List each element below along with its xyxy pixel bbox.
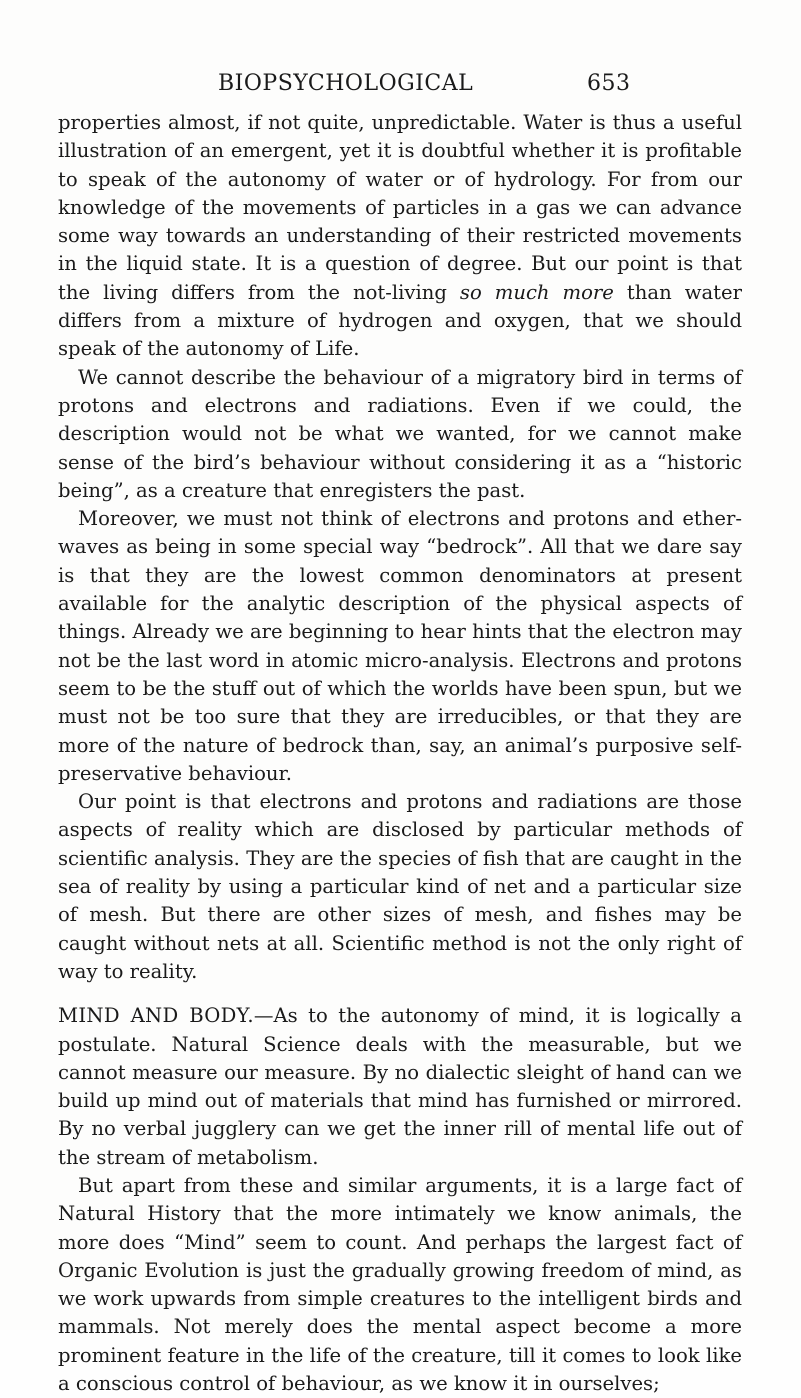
section-heading: MIND AND BODY. [58,1004,254,1028]
paragraph-1-text-b: than water differs from a mixture of hydrogen and oxygen, that we should speak of the autonomy of Life. [58,280,742,361]
section-text: —As to the autonomy of mind, it is logically a postulate. Natural Science deals with the measurable, but we cannot measure our measure. By no dialectic sleight of hand can we build up mind out of materials that mind has furnished or mirrored. By no verbal jugglery can we get the inner rill of mental life out of the stream of metabolism. [58,1004,742,1169]
running-head [218,71,698,96]
paragraph-1-emphasis: so much more [459,280,614,304]
paragraph-4: Our point is that electrons and protons and radiations are those aspects of reality which are disclosed by particular methods of scientific analysis. They are the species of fish that are caught in the sea of reality by using a particular kind of net and a particular size of mesh. But there are other sizes of mesh, and fishes may be caught without nets at all. Scientific method is not the only right of way to reality. [58,790,742,983]
section-mind-and-body [58,1002,742,1172]
page-number: 653 [587,71,631,96]
paragraph-2: We cannot describe the behaviour of a migratory bird in terms of protons and electrons and radiations. Even if we could, the description would not be what we wanted, for we cannot make sense of the bird’s behaviour without considering it as a “historic being”, as a creature that enregisters the past. [58,365,742,502]
paragraph-1 [58,109,742,364]
paragraph-3: Moreover, we must not think of electrons and protons and ether-waves as being in some special way “bedrock”. All that we dare say is that they are the lowest common denominators at present available for the analytic description of the physical aspects of things. Already we are beginning to hear hints that the electron may not be the last word in atomic micro-analysis. Electrons and protons seem to be the stuff out of which the worlds have been spun, but we must not be too sure that they are irreducibles, or that they are more of the nature of bedrock than, say, an animal’s purposive self-preservative behaviour. [58,507,742,785]
running-title: BIOPSYCHOLOGICAL [218,71,474,96]
paragraph-1-text-a: properties almost, if not quite, unpredictable. Water is thus a useful illustration of an emergent, yet it is doubtful whether it is profitable to speak of the autonomy of water or of hydrology. For from our knowledge of the movements of particles in a gas we can advance some way towards an understanding of their restricted movements in the liquid state. It is a question of degree. But our point is that the living differs from the not-living [58,111,742,304]
paragraph-6: But apart from these and similar arguments, it is a large fact of Natural History that the more intimately we know animals, the more does “Mind” seem to count. And perhaps the largest fact of Organic Evolution is just the gradually growing freedom of mind, as we work upwards from simple creatures to the intelligent birds and mammals. Not merely does the mental aspect become a more prominent feature in the life of the creature, till it comes to look like a conscious control of behaviour, as we know it in ourselves; [58,1173,742,1396]
body-text [58,109,742,1398]
